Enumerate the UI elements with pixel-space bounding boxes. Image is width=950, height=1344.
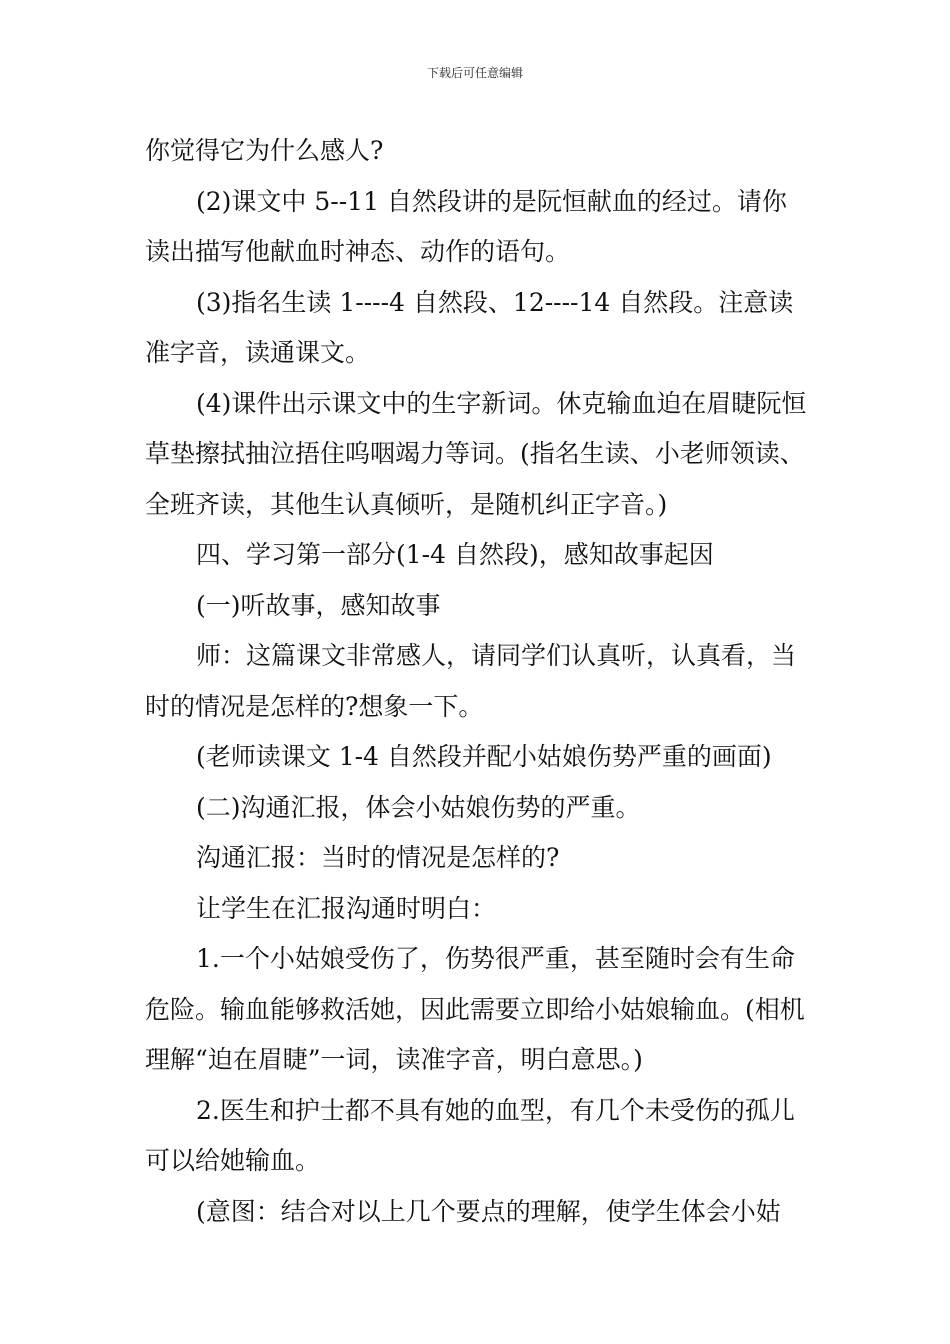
paragraph: (老师读课文 1-4 自然段并配小姑娘伤势严重的画面) [196, 742, 772, 771]
paragraph: 师：这篇课文非常感人，请同学们认真听，认真看，当时的情况是怎样的?想象一下。 [145, 641, 797, 721]
paragraph: 让学生在汇报沟通时明白： [196, 893, 497, 923]
list-item: 1.一个小姑娘受伤了，伤势很严重，甚至随时会有生命危险。输血能够救活她，因此需要立即给小姑娘输血。(相机理解“迫在眉睫”一词，读准字音，明白意思。) [145, 944, 805, 1074]
paragraph: (4)课件出示课文中的生字新词。休克输血迫在眉睫阮恒草垫擦拭抽泣捂住呜咽竭力等词。(指名生读、小老师领读、全班齐读，其他生认真倾听，是随机纠正字音。) [145, 388, 807, 519]
section-heading: 四、学习第一部分(1-4 自然段)，感知故事起因 [196, 540, 714, 569]
paragraph: (意图：结合对以上几个要点的理解，使学生体会小姑 [196, 1196, 781, 1226]
document-body [145, 126, 810, 1237]
page-header: 下载后可任意编辑 [426, 66, 523, 80]
subsection-heading: (一)听故事，感知故事 [196, 590, 441, 620]
paragraph: 你觉得它为什么感人? [145, 136, 384, 165]
paragraph: (3)指名生读 1----4 自然段、12----14 自然段。注意读准字音，读通课文。 [145, 287, 794, 367]
paragraph: 沟通汇报：当时的情况是怎样的? [196, 843, 560, 872]
paragraph: (2)课文中 5--11 自然段讲的是阮恒献血的经过。请你读出描写他献血时神态、动作的语句。 [145, 186, 787, 266]
list-item: 2.医生和护士都不具有她的血型，有几个未受伤的孤儿可以给她输血。 [145, 1095, 795, 1175]
subsection-heading: (二)沟通汇报，体会小姑娘伤势的严重。 [196, 792, 641, 822]
